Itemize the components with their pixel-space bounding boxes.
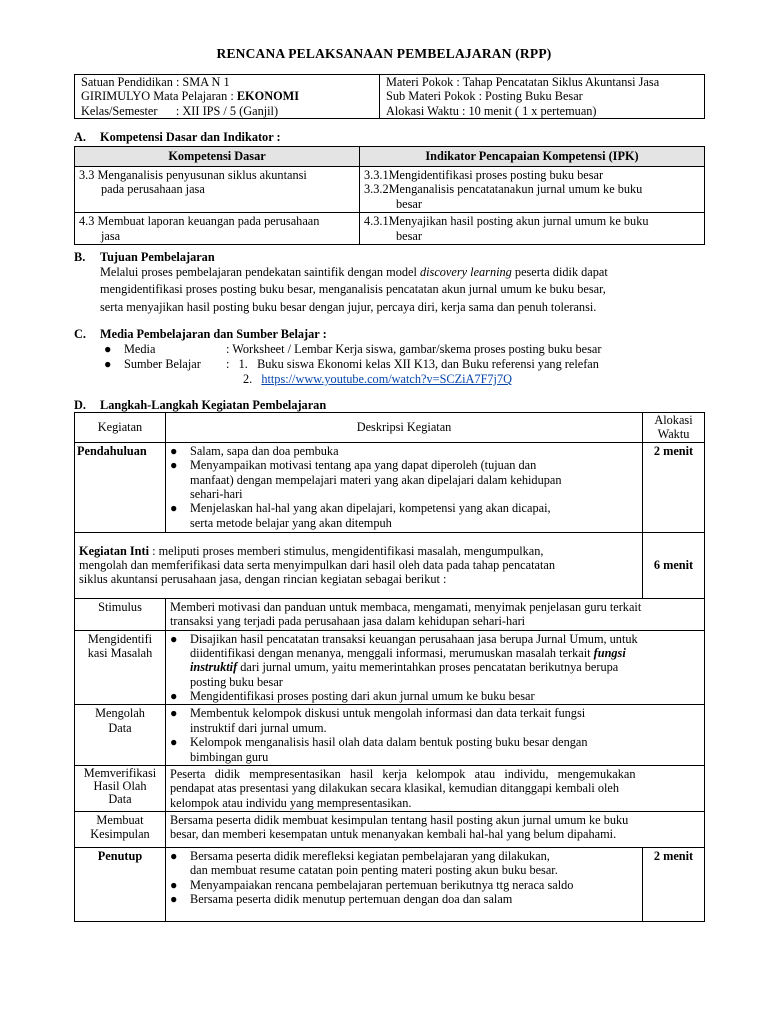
penutup-label: Penutup — [75, 848, 166, 922]
source-row — [104, 357, 599, 371]
list-item: ● Bersama peserta didik menutup pertemuan dengan doa dan salam — [170, 892, 513, 907]
kegiatan-inti-label: Kegiatan Inti — [79, 543, 150, 558]
objective-line-1: Melalui proses pembelajaran pendekatan saintifik dengan model discovery learning peserta didik dapat — [100, 265, 608, 279]
competency-header-ipk: Indikator Pencapaian Kompetensi (IPK) — [360, 147, 705, 167]
bullet-icon: ● — [170, 877, 178, 892]
pendahuluan-description: ● Salam, sapa dan doa pembuka ● Menyampaikan motivasi tentang apa yang dapat diperoleh (tujuan dan manfaat) dengan mempelajari materi yang akan dipelajari dalam kehidupan sehari-hari ● Menjelaskan hal-hal yang akan dipelajari, kompetensi yang akan dicapai, serta metode belajar yang akan ditempuh — [166, 442, 643, 532]
list-item: ● Mengidentifikasi proses posting dari akun jurnal umum ke buku besar — [170, 689, 535, 703]
info-sub-material: Sub Materi Pokok : Posting Buku Besar — [386, 89, 583, 104]
info-time: Alokasi Waktu : 10 menit ( 1 x pertemuan) — [386, 103, 597, 118]
section-c-heading: C. Media Pembelajaran dan Sumber Belajar : — [74, 327, 327, 341]
activity-header-alokasi: Alokasi Waktu — [643, 413, 705, 443]
bullet-icon: ● — [170, 849, 178, 863]
instruktif-term: instruktif — [190, 660, 238, 675]
penutup-time: 2 menit — [643, 848, 705, 922]
competency-row1-kd: 3.3 Menganalisis penyusunan siklus akuntansi pada perusahaan jasa — [75, 167, 360, 213]
competency-row1-ipk: 3.3.1Mengidentifikasi proses posting buku besar 3.3.2Menganalisis pencatatanakun jurnal umum ke buku besar — [360, 167, 705, 213]
bullet-icon: ● — [170, 892, 178, 907]
fungsi-term: fungsi — [593, 645, 626, 660]
activity-header-kegiatan: Kegiatan — [75, 413, 166, 443]
activity-header-deskripsi: Deskripsi Kegiatan — [166, 413, 643, 443]
competency-table — [74, 146, 705, 245]
info-subject: GIRIMULYO Mata Pelajaran : EKONOMI — [81, 89, 300, 104]
info-school: Satuan Pendidikan : SMA N 1 — [81, 75, 230, 89]
olah-data-label: Mengolah Data — [75, 705, 166, 766]
competency-header-kd: Kompetensi Dasar — [75, 147, 360, 167]
info-main-material: Materi Pokok : Tahap Pencatatan Siklus Akuntansi Jasa — [386, 75, 660, 89]
objective-paragraph — [100, 265, 680, 314]
source-label: Sumber Belajar — [124, 357, 201, 371]
penutup-description: ● Bersama peserta didik merefleksi kegiatan pembelajaran yang dilakukan, dan membuat resume catatan poin penting materi posting akun buku besar. ● Menyampaiakan rencana pembelajaran pertemuan berikutnya ttg neraca saldo ● Bersama peserta didik menutup pertemuan dengan doa dan salam — [166, 848, 643, 922]
verifikasi-label: Memverifikasi Hasil Olah Data — [75, 765, 166, 811]
olah-data-description: ● Membentuk kelompok diskusi untuk mengolah informasi dan data terkait fungsi instruktif dari jurnal umum. ● Kelompok menganalisis hasil olah data dalam bentuk posting buku besar dengan bimbingan guru — [166, 705, 705, 766]
pendahuluan-label: Pendahuluan — [75, 442, 166, 532]
info-left-cell — [75, 75, 380, 119]
activity-table — [74, 412, 705, 922]
list-item: ● Disajikan hasil pencatatan transaksi keuangan perusahaan jasa berupa Jurnal Umum, untuk — [170, 631, 638, 646]
media-value: : Worksheet / Lembar Kerja siswa, gambar/skema proses posting buku besar — [226, 342, 602, 356]
list-item: ● Kelompok menganalisis hasil olah data dalam bentuk posting buku besar dengan — [170, 735, 588, 750]
bullet-icon: ● — [170, 735, 178, 750]
bullet-icon: ● — [170, 706, 178, 721]
list-item: ● Salam, sapa dan doa pembuka — [170, 443, 339, 458]
info-subject-name: EKONOMI — [236, 89, 300, 104]
competency-row2-ipk: 4.3.1Menyajikan hasil posting akun jurnal umum ke buku besar — [360, 213, 705, 245]
kesimpulan-description: Bersama peserta didik membuat kesimpulan tentang hasil posting akun jurnal umum ke buku besar, dan memberi kesempatan untuk menanyakan kembali hal-hal yang belum dipahami. — [166, 812, 705, 848]
stimulus-label: Stimulus — [75, 598, 166, 630]
youtube-link[interactable]: https://www.youtube.com/watch?v=SCZiA7F7j7Q — [261, 372, 513, 386]
info-class: Kelas/Semester : XII IPS / 5 (Ganjil) — [81, 103, 279, 118]
bullet-icon: ● — [170, 501, 178, 516]
bullet-icon: ● — [170, 443, 178, 458]
source-number-2: 2. — [243, 372, 253, 386]
source-value-1: : 1. Buku siswa Ekonomi kelas XII K13, dan Buku referensi yang relefan — [226, 357, 599, 371]
list-item: ● Menyampaiakan rencana pembelajaran pertemuan berikutnya ttg neraca saldo — [170, 877, 574, 892]
objective-line-2: mengidentifikasi proses posting buku besar, menganalisis pencatatan akun jurnal umum ke buku besar, — [100, 282, 606, 297]
pendahuluan-time: 2 menit — [643, 442, 705, 532]
discovery-learning-term: discovery learning — [419, 265, 512, 279]
list-item: ● Bersama peserta didik merefleksi kegiatan pembelajaran yang dilakukan, — [170, 849, 550, 863]
info-table — [74, 74, 705, 119]
competency-row2-kd: 4.3 Membuat laporan keuangan pada perusahaan jasa — [75, 213, 360, 245]
media-label: Media — [124, 342, 156, 356]
stimulus-description: Memberi motivasi dan panduan untuk membaca, mengamati, menyimak penjelasan guru terkait transaksi yang terjadi pada perusahaan jasa dalam kehidupan sehari-hari — [166, 598, 705, 630]
list-item: ● Menyampaikan motivasi tentang apa yang dapat diperoleh (tujuan dan — [170, 458, 537, 473]
masalah-label: Mengidentifi kasi Masalah — [75, 630, 166, 705]
bullet-icon: ● — [104, 342, 112, 356]
media-row — [104, 342, 601, 356]
bullet-icon: ● — [170, 689, 178, 703]
section-b-heading: B. Tujuan Pembelajaran — [74, 250, 215, 264]
document-title: RENCANA PELAKSANAAN PEMBELAJARAN (RPP) — [216, 46, 552, 61]
section-d-heading: D. Langkah-Langkah Kegiatan Pembelajaran — [74, 398, 327, 412]
bullet-icon: ● — [170, 458, 178, 473]
masalah-description: ● Disajikan hasil pencatatan transaksi keuangan perusahaan jasa berupa Jurnal Umum, untuk diidentifikasi dengan menanya, menggali informasi, merumuskan masalah terkait fungsi instruktif dari jurnal umum, yaitu memerintahkan proses pencatatan berikutnya berupa posting buku besar ● Mengidentifikasi proses posting dari akun jurnal umum ke buku besar — [166, 630, 705, 705]
kesimpulan-label: Membuat Kesimpulan — [75, 812, 166, 848]
bullet-icon: ● — [170, 631, 178, 646]
info-right-cell — [380, 75, 705, 119]
section-a-heading: A. Kompetensi Dasar dan Indikator : — [74, 130, 281, 144]
kegiatan-inti-time: 6 menit — [643, 532, 705, 598]
list-item: ● Membentuk kelompok diskusi untuk mengolah informasi dan data terkait fungsi — [170, 706, 586, 721]
objective-line-3: serta menyajikan hasil posting buku besar dengan jujur, percaya diri, kerja sama dan penuh toleransi. — [100, 299, 597, 314]
bullet-icon: ● — [104, 357, 112, 371]
source-link-row — [243, 372, 512, 386]
list-item: ● Menjelaskan hal-hal yang akan dipelajari, kompetensi yang akan dicapai, — [170, 501, 551, 516]
verifikasi-description: Peserta didik mempresentasikan hasil kerja kelompok atau individu, mengemukakan pendapat atas presentasi yang dilakukan secara klasikal, kemudian ditanggapi kembali oleh kelompok atau individu yang mempresentasikan. — [166, 765, 705, 811]
kegiatan-inti-description: Kegiatan Inti : meliputi proses memberi stimulus, mengidentifikasi masalah, mengumpulkan, mengolah dan memferifikasi data serta menyimpulkan dari hasil oleh data pada tahap pencatatan siklus akuntansi perusahaan jasa, dengan rincian kegiatan sebagai berikut : — [75, 532, 643, 598]
